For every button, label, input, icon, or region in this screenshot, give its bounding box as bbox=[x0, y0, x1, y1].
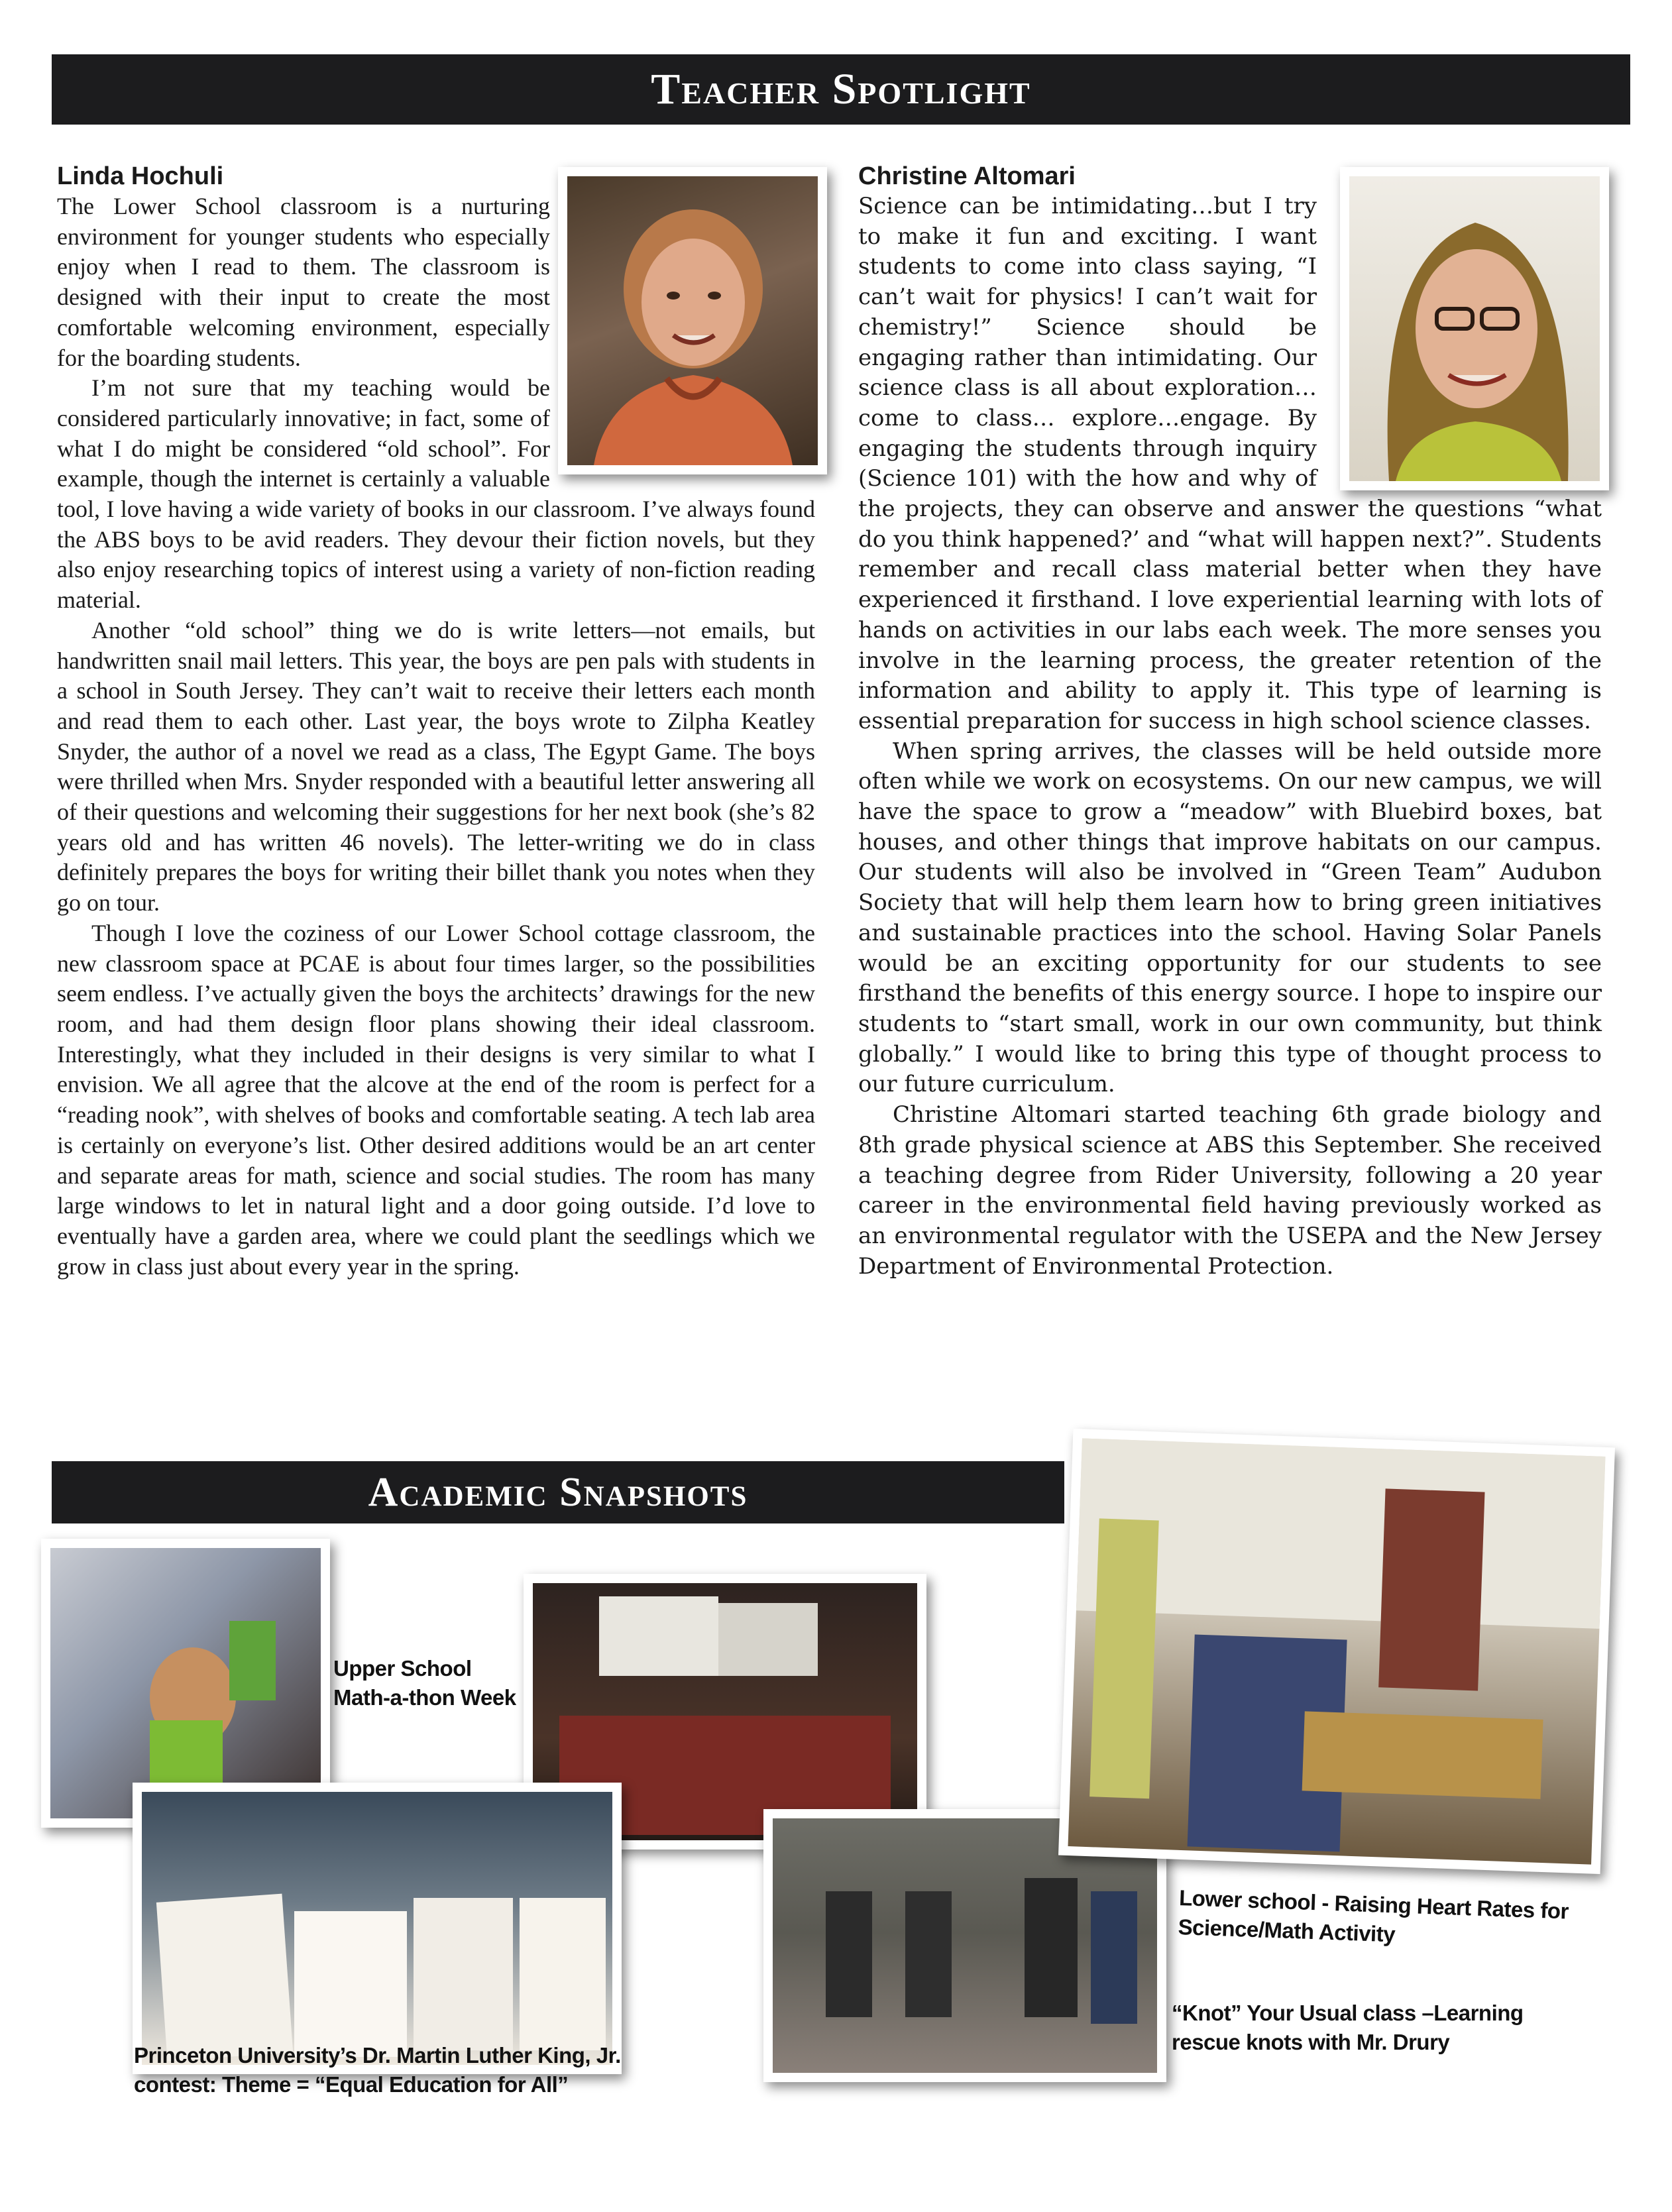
article-paragraph: The Lower School classroom is a nurturing environment for younger students who especially enjoy when I read to them. The classroom is designed with their input to create the most comfortable welcoming environment, especially for the boarding students. bbox=[57, 193, 550, 371]
christine-altomari-name: Christine Altomari bbox=[858, 162, 1076, 190]
caption-line: “Knot” Your Usual class –Learning bbox=[1172, 2001, 1524, 2025]
mlk-contest-photo bbox=[133, 1783, 622, 2074]
article-paragraph: I’m not sure that my teaching would be considered particularly innovative; in fact, some of what I do might be considered “old school”. For example, though the internet is certainly a valuable tool, I love having a wide variety of books in our classroom. I’ve always found the ABS boys to be avid readers. They devour their fiction novels, but they also enjoy researching topics of interest using a variety of non-fiction reading material. bbox=[57, 374, 815, 614]
caption-line: rescue knots with Mr. Drury bbox=[1172, 2030, 1450, 2054]
article-paragraph: Science can be intimidating…but I try to make it fun and exciting. I want students to come into class saying, “I can’t wait for physics! I can’t wait for chemistry!” Science should be engaging rather than intimidating. Our science class is all about exploration…come to class… explore…engage. By engaging the students through inquiry (Science 101) with the how and why of the projects, they can observe and answer the questions “what do you think happened?’ and “what will happen next?”. Students remember and recall class material better when they have experienced it firsthand. I love experiential learning with lots of hands on activities in our labs each week. The more senses you involve in the learning process, the greater retention of the information and ability to apply it. This type of learning is essential preparation for success in high school science classes. bbox=[858, 193, 1602, 734]
article-paragraph: Christine Altomari started teaching 6th grade biology and 8th grade physical science at ABS this September. She received a teaching degree from Rider University, following a 20 year career in the environmental field having previously worked as an environmental regulator with the USEPA and the New Jersey Department of Environmental Protection. bbox=[858, 1101, 1602, 1280]
academic-snapshots-heading: Academic Snapshots bbox=[52, 1461, 1064, 1523]
linda-hochuli-name: Linda Hochuli bbox=[57, 162, 224, 190]
mlk-contest-caption bbox=[134, 2041, 621, 2099]
math-a-thon-caption bbox=[333, 1654, 516, 1712]
article-paragraph: Another “old school” thing we do is write letters—not emails, but handwritten snail mail letters. This year, the boys are pen pals with students in a school in South Jersey. They can’t wait to receive their letters each month and read them to each other. Last year, the boys wrote to Zilpha Keatley Snyder, the author of a novel we read as a class, The Egypt Game. The boys were thrilled when Mrs. Snyder responded with a beautiful letter answering all of their questions and welcoming their suggestions for her next book (she’s 82 years old and has written 46 novels). The letter-writing we do in class definitely prepares the boys for writing their billet thank you notes when they go on tour. bbox=[57, 616, 815, 916]
caption-line: Princeton University’s Dr. Martin Luther King, Jr. bbox=[134, 2043, 621, 2068]
heart-rates-photo bbox=[1058, 1429, 1615, 1874]
christine-altomari-photo bbox=[1340, 167, 1609, 490]
portrait-illustration bbox=[567, 176, 818, 465]
caption-line: Lower school - Raising Heart Rates for bbox=[1178, 1885, 1569, 1924]
rescue-knots-caption bbox=[1172, 1999, 1524, 2057]
article-paragraph: Though I love the coziness of our Lower School cottage classroom, the new classroom space at PCAE is about four times larger, so the possibilities seem endless. I’ve actually given the boys the architects’ drawings for the new room, and had them design floor plans showing their ideal classroom. Interestingly, what they included in their designs is very similar to what I envision. We all agree that the alcove at the end of the room is perfect for a “reading nook”, with shelves of books and comfortable seating. A tech lab area is certainly on everyone’s list. Other desired additions would be an art center and separate areas for math, science and social studies. The room has many large windows to let in natural light and a door going outside. I’d love to eventually have a garden area, where we could plant the seedlings which we grow in class just about every year in the spring. bbox=[57, 919, 815, 1280]
heart-rates-caption bbox=[1178, 1883, 1569, 1955]
caption-line: Upper School bbox=[333, 1656, 472, 1681]
article-paragraph: When spring arrives, the classes will be held outside more often while we work on ecosystems. On our new campus, we will have the space to grow a “meadow” with Bluebird boxes, bat houses, and other things that improve habitats on our campus. Our students will also be involved in “Green Team” Audubon Society that will help them learn how to bring green initiatives and sustainable practices into the school. Having Solar Panels would be an exciting opportunity for our students to see firsthand the benefits of this energy source. I hope to inspire our students to “start small, work in our own community, but think globally.” I would like to bring this type of thought process to our future curriculum. bbox=[858, 738, 1602, 1098]
teacher-spotlight-heading: Teacher Spotlight bbox=[52, 54, 1630, 125]
caption-line: contest: Theme = “Equal Education for All” bbox=[134, 2072, 569, 2097]
linda-hochuli-photo bbox=[558, 167, 827, 474]
caption-line: Math-a-thon Week bbox=[333, 1685, 516, 1710]
caption-line: Science/Math Activity bbox=[1178, 1914, 1396, 1947]
portrait-illustration bbox=[1349, 176, 1600, 481]
